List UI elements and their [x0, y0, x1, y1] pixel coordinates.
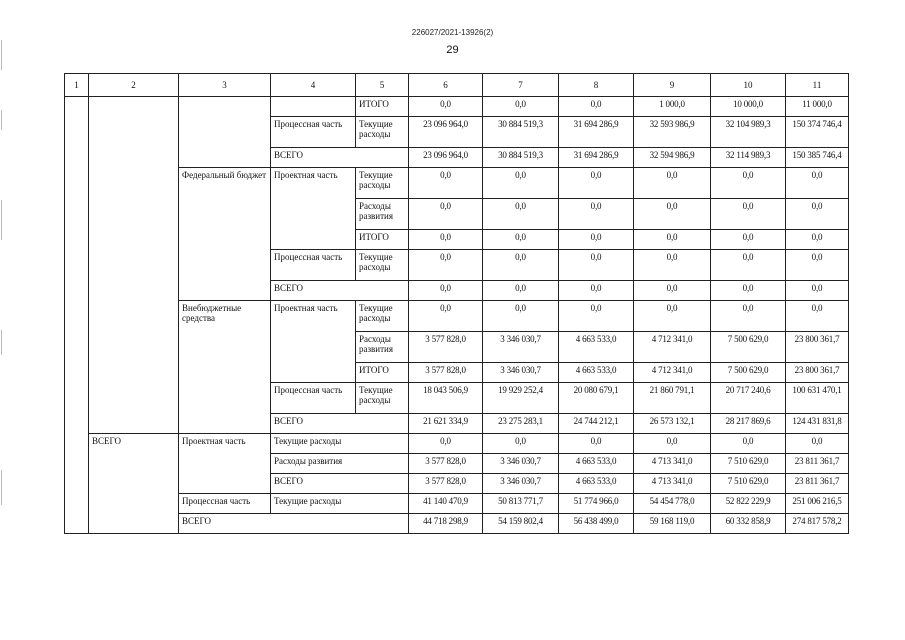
col-header: 3 [179, 74, 271, 97]
value-cell: 23 096 964,0 [409, 117, 483, 148]
cell-col3 [179, 97, 271, 168]
value-cell: 4 713 341,0 [634, 454, 711, 474]
value-cell: 0,0 [559, 301, 634, 332]
part-label: Проектная часть [271, 301, 356, 383]
col-header: 1 [65, 74, 89, 97]
value-cell: 4 663 533,0 [559, 454, 634, 474]
table-row [65, 97, 849, 117]
value-cell: 50 813 771,7 [483, 494, 559, 514]
value-cell: 1 000,0 [634, 97, 711, 117]
value-cell: 0,0 [483, 250, 559, 281]
value-cell: 150 374 746,4 [786, 117, 849, 148]
value-cell: 51 774 966,0 [559, 494, 634, 514]
value-cell: 19 929 252,4 [483, 383, 559, 414]
col-header: 9 [634, 74, 711, 97]
value-cell: 0,0 [634, 434, 711, 454]
value-cell: 0,0 [711, 230, 786, 250]
value-cell: 31 694 286,9 [559, 117, 634, 148]
value-cell: 0,0 [711, 250, 786, 281]
value-cell: 0,0 [786, 199, 849, 230]
value-cell: 0,0 [634, 281, 711, 301]
source-label: Внебюджетные средства [179, 301, 271, 434]
value-cell: 7 500 629,0 [711, 363, 786, 383]
value-cell: 7 500 629,0 [711, 332, 786, 363]
value-cell: 52 822 229,9 [711, 494, 786, 514]
value-cell: 0,0 [786, 281, 849, 301]
table-row [65, 301, 849, 332]
value-cell: 0,0 [786, 301, 849, 332]
row-label: ИТОГО [356, 230, 409, 250]
grand-total-label: ВСЕГО [179, 514, 409, 534]
row-label: Текущие расходы [271, 494, 409, 514]
value-cell: 0,0 [711, 434, 786, 454]
col-header: 7 [483, 74, 559, 97]
table-row [65, 434, 849, 454]
value-cell: 32 593 986,9 [634, 117, 711, 148]
part-label: Проектная часть [271, 168, 356, 250]
table-row [65, 514, 849, 534]
value-cell: 0,0 [786, 250, 849, 281]
value-cell: 0,0 [634, 301, 711, 332]
value-cell: 3 346 030,7 [483, 332, 559, 363]
budget-table [64, 73, 849, 534]
value-cell: 32 114 989,3 [711, 148, 786, 168]
value-cell: 4 713 341,0 [634, 474, 711, 494]
col-header: 4 [271, 74, 356, 97]
row-label: Текущие расходы [356, 383, 409, 414]
value-cell: 0,0 [786, 230, 849, 250]
value-cell: 21 621 334,9 [409, 414, 483, 434]
value-cell: 28 217 869,6 [711, 414, 786, 434]
value-cell: 0,0 [786, 434, 849, 454]
value-cell: 0,0 [483, 434, 559, 454]
row-label: ИТОГО [356, 363, 409, 383]
value-cell: 41 140 470,9 [409, 494, 483, 514]
value-cell: 4 663 533,0 [559, 474, 634, 494]
value-cell: 23 811 361,7 [786, 474, 849, 494]
value-cell: 20 080 679,1 [559, 383, 634, 414]
value-cell: 0,0 [634, 250, 711, 281]
value-cell: 0,0 [786, 168, 849, 199]
document-code: 226027/2021-13926(2) [411, 28, 494, 37]
value-cell: 0,0 [409, 434, 483, 454]
value-cell: 0,0 [634, 230, 711, 250]
value-cell: 0,0 [559, 168, 634, 199]
value-cell: 7 510 629,0 [711, 474, 786, 494]
value-cell: 3 346 030,7 [483, 454, 559, 474]
total-label: ВСЕГО [271, 414, 409, 434]
part-label: Проектная часть [179, 434, 271, 494]
part-label: Процессная часть [271, 250, 356, 281]
value-cell: 3 577 828,0 [409, 474, 483, 494]
value-cell: 0,0 [409, 199, 483, 230]
value-cell: 100 631 470,1 [786, 383, 849, 414]
row-label: Текущие расходы [271, 434, 409, 454]
table-row [65, 168, 849, 199]
value-cell: 0,0 [409, 250, 483, 281]
value-cell: 4 712 341,0 [634, 363, 711, 383]
value-cell: 32 104 989,3 [711, 117, 786, 148]
value-cell: 0,0 [483, 281, 559, 301]
value-cell: 11 000,0 [786, 97, 849, 117]
value-cell: 3 577 828,0 [409, 454, 483, 474]
value-cell: 18 043 506,9 [409, 383, 483, 414]
value-cell: 124 431 831,8 [786, 414, 849, 434]
value-cell: 54 159 802,4 [483, 514, 559, 534]
value-cell: 30 884 519,3 [483, 117, 559, 148]
value-cell: 23 811 361,7 [786, 454, 849, 474]
page-number: 29 [446, 44, 459, 56]
row-label: Текущие расходы [356, 250, 409, 281]
total-label: ВСЕГО [271, 148, 409, 168]
value-cell: 0,0 [559, 434, 634, 454]
source-label: Федеральный бюджет [179, 168, 271, 301]
value-cell: 7 510 629,0 [711, 454, 786, 474]
value-cell: 3 346 030,7 [483, 363, 559, 383]
value-cell: 0,0 [409, 230, 483, 250]
value-cell: 31 694 286,9 [559, 148, 634, 168]
value-cell: 4 663 533,0 [559, 363, 634, 383]
value-cell: 60 332 858,9 [711, 514, 786, 534]
value-cell: 32 594 986,9 [634, 148, 711, 168]
value-cell: 0,0 [711, 301, 786, 332]
value-cell: 0,0 [409, 97, 483, 117]
part-label: Процессная часть [179, 494, 271, 514]
table-row [65, 494, 849, 514]
value-cell: 0,0 [559, 281, 634, 301]
part-label: Процессная часть [271, 383, 356, 414]
scan-margin-mark [0, 0, 4, 640]
value-cell: 24 744 212,1 [559, 414, 634, 434]
value-cell: 56 438 499,0 [559, 514, 634, 534]
value-cell: 0,0 [483, 301, 559, 332]
value-cell: 4 663 533,0 [559, 332, 634, 363]
value-cell: 0,0 [559, 250, 634, 281]
col-header: 8 [559, 74, 634, 97]
cell-col2 [89, 97, 179, 434]
value-cell: 0,0 [559, 230, 634, 250]
row-label: Текущие расходы [356, 301, 409, 332]
row-label: Расходы развития [356, 199, 409, 230]
value-cell: 0,0 [409, 168, 483, 199]
row-label: Расходы развития [271, 454, 409, 474]
value-cell: 0,0 [483, 230, 559, 250]
value-cell: 0,0 [711, 199, 786, 230]
part-label: Процессная часть [271, 117, 356, 148]
total-label: ВСЕГО [271, 474, 409, 494]
value-cell: 274 817 578,2 [786, 514, 849, 534]
value-cell: 10 000,0 [711, 97, 786, 117]
value-cell: 0,0 [409, 301, 483, 332]
value-cell: 150 385 746,4 [786, 148, 849, 168]
value-cell: 3 577 828,0 [409, 332, 483, 363]
value-cell: 0,0 [711, 168, 786, 199]
value-cell: 0,0 [483, 97, 559, 117]
value-cell: 23 096 964,0 [409, 148, 483, 168]
value-cell: 59 168 119,0 [634, 514, 711, 534]
col-header: 5 [356, 74, 409, 97]
value-cell: 23 800 361,7 [786, 363, 849, 383]
total-label: ВСЕГО [271, 281, 409, 301]
value-cell: 54 454 778,0 [634, 494, 711, 514]
col-header: 2 [89, 74, 179, 97]
value-cell: 44 718 298,9 [409, 514, 483, 534]
value-cell: 21 860 791,1 [634, 383, 711, 414]
value-cell: 3 346 030,7 [483, 474, 559, 494]
value-cell: 23 800 361,7 [786, 332, 849, 363]
row-label: Текущие расходы [356, 117, 409, 148]
cell-col1 [65, 97, 89, 534]
col-header: 11 [786, 74, 849, 97]
value-cell: 26 573 132,1 [634, 414, 711, 434]
value-cell: 0,0 [409, 281, 483, 301]
value-cell: 0,0 [559, 97, 634, 117]
value-cell: 0,0 [711, 281, 786, 301]
value-cell: 0,0 [483, 168, 559, 199]
value-cell: 251 006 216,5 [786, 494, 849, 514]
row-label: ИТОГО [356, 97, 409, 117]
value-cell: 0,0 [634, 199, 711, 230]
row-label: Расходы развития [356, 332, 409, 363]
cell-col4 [271, 97, 356, 117]
value-cell: 23 275 283,1 [483, 414, 559, 434]
row-label: Текущие расходы [356, 168, 409, 199]
value-cell: 30 884 519,3 [483, 148, 559, 168]
col-header: 10 [711, 74, 786, 97]
section-total-label: ВСЕГО [89, 434, 179, 534]
col-header: 6 [409, 74, 483, 97]
value-cell: 4 712 341,0 [634, 332, 711, 363]
value-cell: 0,0 [634, 168, 711, 199]
value-cell: 0,0 [483, 199, 559, 230]
value-cell: 3 577 828,0 [409, 363, 483, 383]
header-row [65, 74, 849, 97]
value-cell: 0,0 [559, 199, 634, 230]
value-cell: 20 717 240,6 [711, 383, 786, 414]
